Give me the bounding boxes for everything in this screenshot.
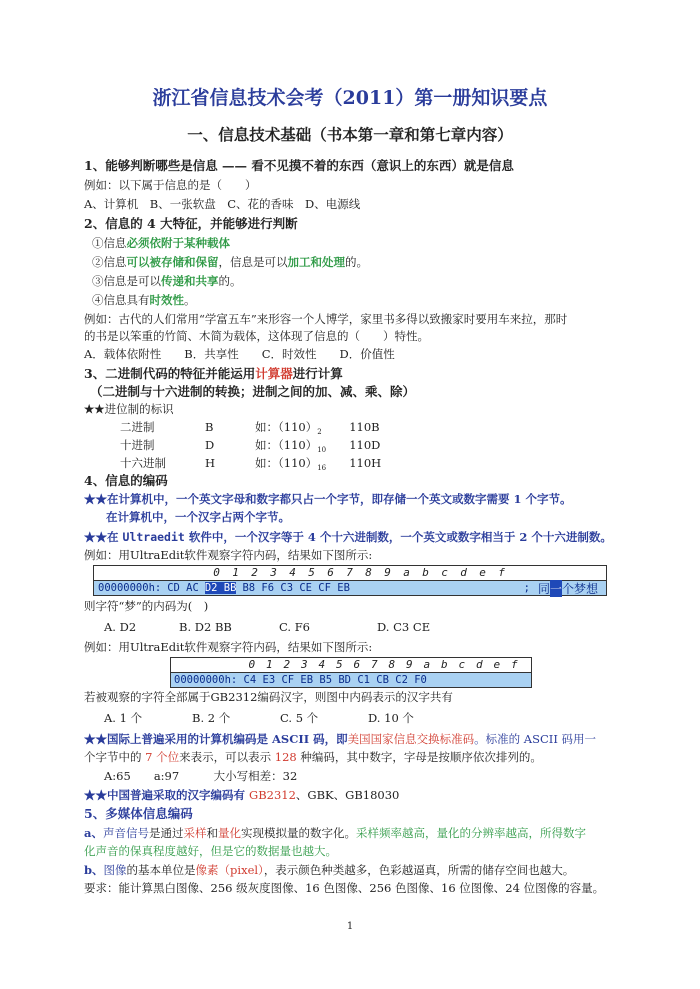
hex-column-label: 5	[335, 658, 343, 671]
ascii-note-post: 。标准的 ASCII 码用一	[474, 732, 597, 746]
image-term: 图像	[103, 863, 127, 877]
hex-column-label: a	[403, 566, 410, 579]
feature-3	[92, 274, 242, 289]
feature-1-emphasis: 必须依附于某种载体	[126, 236, 230, 250]
hex-row	[171, 673, 531, 687]
option: D. C3 CE	[377, 620, 431, 634]
hex-row	[94, 581, 606, 595]
radix-label-text: 进位制的标识	[104, 402, 174, 416]
encoding-note-1: ★★在计算机中，一个英文字母和数字都只占一个字节，即存储一个英文或数字需要 1 个字节。	[84, 492, 572, 506]
hex-separator: ;	[523, 582, 530, 594]
hex-column-label: 9	[384, 566, 391, 579]
q2-example-line-2: 的书是以笨重的竹简、木简为载体，这体现了信息的（ ）特性。	[84, 329, 429, 343]
feature-4-emphasis: 时效性	[149, 293, 184, 307]
feature-2-emphasis: 可以被存储和保留	[126, 255, 219, 269]
page-number: 1	[346, 921, 354, 932]
q3-heading-pre: 3、二进制代码的特征并能运用	[84, 366, 256, 381]
hex-column-label: 3	[270, 566, 277, 579]
hex-column-label: 8	[365, 566, 372, 579]
radix-example: 如：（110）	[255, 420, 318, 434]
ascii-note-2	[84, 750, 542, 765]
gb-options	[104, 711, 414, 726]
hex-column-label: d	[475, 658, 483, 671]
ascii-2-pre: 个字节中的	[84, 750, 146, 764]
hex-column-label: 8	[388, 658, 396, 671]
cn-emphasis: GB2312	[249, 788, 296, 802]
hex-viewer-2	[170, 657, 532, 688]
hex-column-label: 2	[251, 566, 258, 579]
hex-column-label: e	[493, 658, 501, 671]
radix-name: 二进制	[120, 420, 155, 434]
radix-name: 十六进制	[120, 456, 166, 470]
hex-column-label: c	[441, 566, 448, 579]
hex-column-label: 0	[248, 658, 256, 671]
audio-quantization: 量化	[217, 826, 241, 840]
option: A. 1 个	[104, 711, 143, 725]
encoding-note-2-pre: ★★在	[84, 530, 123, 544]
image-prefix: b、	[84, 863, 104, 877]
feature-2-mid: ，信息是可以	[218, 255, 288, 269]
q3-subheading: （二进制与十六进制的转换；进制之间的加、减、乘、除）	[90, 384, 416, 399]
q3-heading-emphasis: 计算器	[255, 366, 293, 381]
feature-4	[92, 293, 196, 308]
q2-example-line-1: 例如：古代的人们常用“学富五车”来形容一个人博学，家里书多得以致搬家时要用车来拉，那时	[84, 312, 568, 326]
hex-viewer-1	[93, 565, 607, 596]
option: A. D2	[104, 620, 137, 634]
hex-column-label: b	[422, 566, 429, 579]
hex-column-label: 7	[370, 658, 378, 671]
radix-value: 110B	[349, 420, 380, 434]
audio-sampling: 采样	[183, 826, 207, 840]
ascii-note	[84, 732, 596, 747]
feature-3-emphasis: 传递和共享	[161, 274, 219, 288]
hex-address: 00000000h:	[98, 582, 162, 594]
radix-label	[84, 402, 174, 417]
hex-text-pre: 同	[537, 581, 550, 596]
audio-and: 和	[206, 826, 218, 840]
feature-2-post: 的。	[345, 255, 368, 269]
ascii-2-mid: 来表示，可以表示	[179, 750, 275, 764]
image-text: 的基本单位是	[126, 863, 196, 877]
hex-column-label: 7	[346, 566, 353, 579]
audio-note	[84, 826, 586, 841]
ascii-2-post: 种编码，其中数字，字母是按顺序依次排列的。	[296, 750, 542, 764]
hex-column-label: 1	[232, 566, 239, 579]
hex-header	[94, 566, 606, 581]
hex-column-label: f	[510, 658, 518, 671]
hex-column-label: 4	[318, 658, 326, 671]
option: C. 5 个	[280, 711, 319, 725]
ascii-values: A:65 a:97 大小写相差：32	[104, 769, 298, 783]
encoding-note-2-post: 软件中，一个汉字等于 4 个十六进制数，一个英文或数字相当于 2 个十六进制数。	[184, 530, 612, 544]
hex-column-label: 9	[405, 658, 413, 671]
feature-2-emphasis-2: 加工和处理	[287, 255, 345, 269]
hex-column-label: f	[498, 566, 505, 579]
audio-prefix: a、	[84, 826, 103, 840]
dream-options	[104, 620, 430, 635]
hex-column-label: 5	[308, 566, 315, 579]
radix-subscript: 2	[317, 428, 322, 437]
ascii-2-emphasis-1: 7 个位	[145, 750, 180, 764]
ascii-note-emphasis: 美国国家信息交换标准码	[347, 732, 475, 746]
radix-subscript: 16	[317, 464, 327, 473]
image-text-2: ，表示颜色种类越多，色彩越逼真，所需的储存空间也越大。	[263, 863, 575, 877]
ascii-note-pre: ★★国际上普遍采用的计算机编码是 ASCII 码，即	[84, 732, 348, 746]
image-note	[84, 863, 574, 878]
encoding-note-2	[84, 530, 612, 545]
example-2: 例如：用UltraEdit软件观察字符内码，结果如下图所示:	[84, 640, 373, 654]
q4-heading: 4、信息的编码	[84, 473, 168, 488]
hex-column-label: 4	[289, 566, 296, 579]
audio-emphasis: 采样频率越高，量化的分辨率越高，所得数字	[355, 826, 586, 840]
encoding-note-1b: 在计算机中，一个汉字占两个字节。	[106, 510, 290, 524]
feature-4-pre: ④信息具有	[92, 293, 150, 307]
audio-term: 声音信号	[102, 826, 149, 840]
hex-column-label: e	[479, 566, 486, 579]
audio-text-2: 实现模拟量的数字化。	[240, 826, 356, 840]
feature-4-post: 。	[184, 293, 196, 307]
radix-letter: D	[205, 438, 215, 452]
hex-row-text: 00000000h: C4 E3 CF EB B5 BD C1 CB C2 F0	[174, 674, 427, 686]
radix-example: 如：（110）	[255, 456, 318, 470]
q1-heading: 1、能够判断哪些是信息 —— 看不见摸不着的东西（意识上的东西）就是信息	[84, 158, 514, 173]
feature-1-pre: ①信息	[92, 236, 127, 250]
star-icon: ★★	[84, 402, 105, 416]
section-heading: 一、信息技术基础（书本第一章和第七章内容）	[187, 125, 513, 144]
hex-column-label: d	[460, 566, 467, 579]
q3-heading-post: 进行计算	[292, 366, 343, 381]
hex-text-selected: 一	[549, 581, 562, 596]
feature-3-pre: ③信息是可以	[92, 274, 161, 288]
feature-1	[92, 236, 230, 251]
gb-question: 若被观察的字符全部属于GB2312编码汉字，则图中内码表示的汉字共有	[84, 690, 453, 704]
example-1: 例如：用UltraEdit软件观察字符内码，结果如下图所示:	[84, 548, 373, 562]
hex-header	[171, 658, 531, 673]
q2-heading: 2、信息的 4 大特征，并能够进行判断	[84, 216, 298, 231]
app-name: Ultraedit	[122, 530, 185, 544]
requirement: 要求：能计算黑白图像、256 级灰度图像、16 色图像、256 色图像、16 位图像、24 位图像的容量。	[84, 881, 605, 895]
feature-2	[92, 255, 368, 270]
radix-example: 如：（110）	[255, 438, 318, 452]
radix-value: 110D	[349, 438, 381, 452]
hex-column-label: 0	[213, 566, 220, 579]
feature-2-pre: ②信息	[92, 255, 127, 269]
hex-bytes: CD AC	[167, 582, 199, 594]
cn-post: 、GBK、GB18030	[295, 788, 400, 802]
q2-options: A．载体依附性 B．共享性 C．时效性 D．价值性	[84, 347, 395, 361]
hex-column-label: 6	[327, 566, 334, 579]
radix-value: 110H	[349, 456, 382, 470]
q1-options: A、计算机 B、一张软盘 C、花的香味 D、电源线	[84, 197, 361, 211]
option: C. F6	[279, 620, 310, 634]
dream-question: 则字符“梦”的内码为( )	[84, 599, 209, 613]
hex-bytes: B8 F6 C3 CE CF EB	[242, 582, 350, 594]
q1-example: 例如：以下属于信息的是（ ）	[84, 178, 257, 192]
image-pixel: 像素（pixel）	[195, 863, 264, 877]
option: B. D2 BB	[179, 620, 232, 634]
radix-subscript: 10	[317, 446, 327, 455]
ascii-2-emphasis-2: 128	[274, 750, 297, 764]
hex-text	[538, 580, 598, 597]
hex-column-label: a	[423, 658, 431, 671]
hex-column-label: 6	[353, 658, 361, 671]
hex-column-label: 3	[300, 658, 308, 671]
audio-note-2: 化声音的保真程度越好，但是它的数据量也越大。	[84, 844, 337, 858]
cn-pre: ★★中国普遍采取的汉字编码有	[84, 788, 250, 802]
hex-column-label: 2	[283, 658, 291, 671]
feature-3-post: 的。	[218, 274, 242, 288]
page-title: 浙江省信息技术会考（2011）第一册知识要点	[152, 87, 548, 109]
hex-bytes-selected: D2 BB	[204, 582, 237, 594]
hex-text-post: 个梦想	[561, 581, 598, 596]
radix-letter: H	[205, 456, 216, 470]
option: B. 2 个	[192, 711, 231, 725]
hex-column-label: b	[440, 658, 448, 671]
audio-text: 是通过	[148, 826, 184, 840]
hex-column-label: c	[458, 658, 466, 671]
option: D. 10 个	[368, 711, 414, 725]
q5-heading: 5、多媒体信息编码	[84, 806, 193, 821]
chinese-encoding-note	[84, 788, 399, 803]
q3-heading	[84, 366, 343, 381]
radix-letter: B	[205, 420, 214, 434]
radix-name: 十进制	[120, 438, 155, 452]
hex-column-label: 1	[265, 658, 273, 671]
